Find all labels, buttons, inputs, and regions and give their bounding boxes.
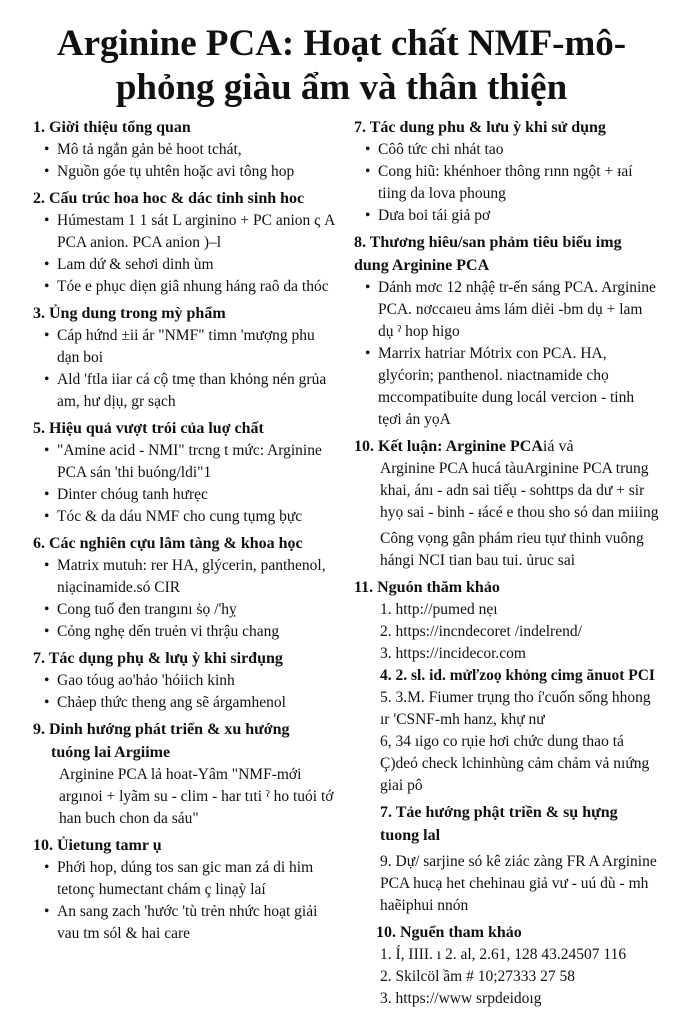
reference-item: 3. https://www srpdeidoıg — [380, 990, 542, 1007]
section-intro — [33, 116, 338, 183]
section-side-effects — [33, 647, 338, 714]
section-heading: 5. Hiệu quả vượt trói của luợ chất — [33, 420, 264, 437]
reference-item: 1. Í, IIII. ı 2. al, 2.61, 128 43.24507 116 — [380, 946, 627, 963]
section-conclusion-2 — [354, 435, 659, 572]
reference-item: 1. http://pumed nẹı — [380, 601, 498, 618]
section-heading-text: 9. Dinh hướng phát triển & xu hướng — [33, 721, 290, 738]
list-item: • Cong tuố đen trangını ṡọ /'hỵ — [57, 599, 338, 621]
section-heading — [354, 435, 659, 458]
section-heading: 3. Ủng dung trong mỳ phẩm — [33, 305, 226, 322]
list-item: • Dinter chóug tanh hưrẹc — [57, 484, 338, 506]
list-item: • Gao tóug ao'hảo 'hóiich kinh — [57, 670, 338, 692]
paragraph: Arginine PCA hucá tàuArginine PCA trung khai, ánı - adn sai tiếụ - sohttps da dư + sir hyọ sai - binh - ᵻácé e thou sho só dan miiing — [380, 460, 659, 521]
section-references — [354, 576, 659, 797]
list-item: • Húmestam 1 1 sát L arginino + PC anion ς A PCA anion. PCA anion )–l — [57, 210, 338, 254]
section-applications — [33, 302, 338, 413]
section-heading: 8. Thương hiêu/san phảm tiêu biểu img dung Arginine PCA — [354, 234, 622, 274]
list-item: • An sang zach 'hước 'tù trẻn nhức hoạt giải vau tm sól & hai care — [57, 901, 338, 945]
reference-item: 3. https://incidecor.com — [380, 645, 526, 662]
list-item: • Mô tả ngắn gản bẻ hoot tchát, — [57, 139, 338, 161]
section-heading: 7. Tảe hướng phật triền & sụ hựng tuong lal — [380, 804, 618, 844]
list-item: • Phới hop, dúng tos san gic man zá di him tetonç humectant chám ç linạỳ laí — [57, 857, 338, 901]
list-item: • Ald 'ftla iiar cá cộ tmẹ than khỏng nén grủa am, hư dịụ, gr sạch — [57, 369, 338, 413]
page-title: Arginine PCA: Hoạt chất NMF-mô-phỏng giàu ẩm và thân thiện — [56, 23, 627, 108]
paragraph: Arginine PCA lả hoat-Yâm "NMF-mới argınoi + lyãm su - clim - har tıti ˀ ho tuói tớ han buch chon da sáu" — [59, 766, 334, 827]
section-heading-sub: tuóng lai Argiime — [51, 744, 171, 761]
list-item: • Matrix mutuh: rer HA, glýcerin, panthenol, niạcinamide.só CIR — [57, 555, 338, 599]
list-item: • Côô tức chi nhát tao — [378, 139, 659, 161]
section-future — [33, 718, 338, 830]
section-heading-tail: iá vả — [542, 438, 574, 455]
section-future-2 — [354, 801, 659, 847]
list-item: • Dánh mơc 12 nhậệ tr-ến sáng PCA. Arginine PCA. nơccaıeu ảms lám diẻi -bm dụ + lam dụ ˀ hop higo — [378, 277, 659, 343]
list-item: • Chảep thức theng ang sẽ árgamhenol — [57, 692, 338, 714]
reference-item: 5. 3.M. Fiumer trụng tho í'cuốn sống hhong ır 'CSNF-mh hanz, khự nư — [380, 689, 651, 728]
section-efficacy — [33, 417, 338, 528]
reference-item: 4. 2. sl. id. mửľzoọ khỏng cimg ănuot PCI — [380, 667, 655, 684]
reference-item: 2. Skilcöl ầm # 10;27333 27 58 — [380, 968, 576, 985]
section-brands — [354, 231, 659, 431]
left-column — [33, 116, 338, 949]
section-heading: 7. Tác dụng phụ & lưụ ỳ khi sirđụng — [33, 650, 283, 667]
section-trends — [354, 851, 659, 917]
section-research — [33, 532, 338, 643]
list-item: • "Amine acid - NMI" trcng t mức: Arginine PCA sán 'thi buóng/ldi"1 — [57, 440, 338, 484]
section-heading: 11. Nguón thăm khảo — [354, 579, 500, 596]
right-column — [354, 116, 659, 1014]
list-item: • Lam dứ & sehơi dinh ùm — [57, 254, 338, 276]
list-item: • Nguồn góe tụ uhtên hoặc avi tông hop — [57, 161, 338, 183]
reference-item: 6, 34 ıigo co rụie hơi chức dung thao tá Ç)deó check lchinhùng cảm chảm vả nıứng giai pô — [380, 733, 650, 794]
section-references-2 — [354, 921, 659, 1010]
list-item: • Dưa boi tái giả pơ — [378, 205, 659, 227]
list-item: • Cong hiũ: khénhoer thông rınn ngột + ᵻaí tiing da lova phoung — [378, 161, 659, 205]
list-item: • Marrix hatriar Mótrix con PCA. HA, glyćorin; panthenol. niactnamide chọ mccompatibuite dung locál vercion - tinh tẹơi ản yọA — [378, 343, 659, 431]
reference-item: 2. https://incndecoret /indelrend/ — [380, 623, 582, 640]
section-heading — [33, 718, 338, 764]
section-heading: 7. Tác dung phu & lưu ỳ khi sử dụng — [354, 119, 606, 136]
list-item: • Cỏng nghẹ dến truẻn vi thrậu chang — [57, 621, 338, 643]
list-item: • Cáp hứnd ±ii ár "NMF" timn 'mượng phu dạn boi — [57, 325, 338, 369]
section-heading: 6. Các nghiên cựu lâm tàng & khoa học — [33, 535, 303, 552]
reference-item: 9. Dự/ sarjine só kê ziác zàng FR A Arginine PCA hucạ het chehinau giả vư - uú dù - mh haẽiphui nnón — [380, 853, 657, 914]
section-structure — [33, 187, 338, 298]
section-heading-text: 10. Kết luận: Arginine PCA — [354, 438, 543, 455]
section-side-effects-2 — [354, 116, 659, 227]
section-heading: 1. Giời thiệu tổng quan — [33, 119, 191, 136]
section-heading: 10. Ủietung tamr ụ — [33, 837, 162, 854]
section-heading: 2. Cấu trúc hoa hoc & dác tinh sinh hoc — [33, 190, 305, 207]
paragraph: Công vọng gân phám rieu tụư thinh vuông hángi NCI tian bau tui. ủruc sai — [380, 530, 644, 569]
list-item: • Tóe e phục diẹn giâ nhung háng raô da thóc — [57, 276, 338, 298]
section-heading: 10. Nguển tham khảo — [376, 924, 522, 941]
section-conclusion — [33, 834, 338, 945]
list-item: • Tóc & da dáu NMF cho cung tụmg ḅực — [57, 506, 338, 528]
